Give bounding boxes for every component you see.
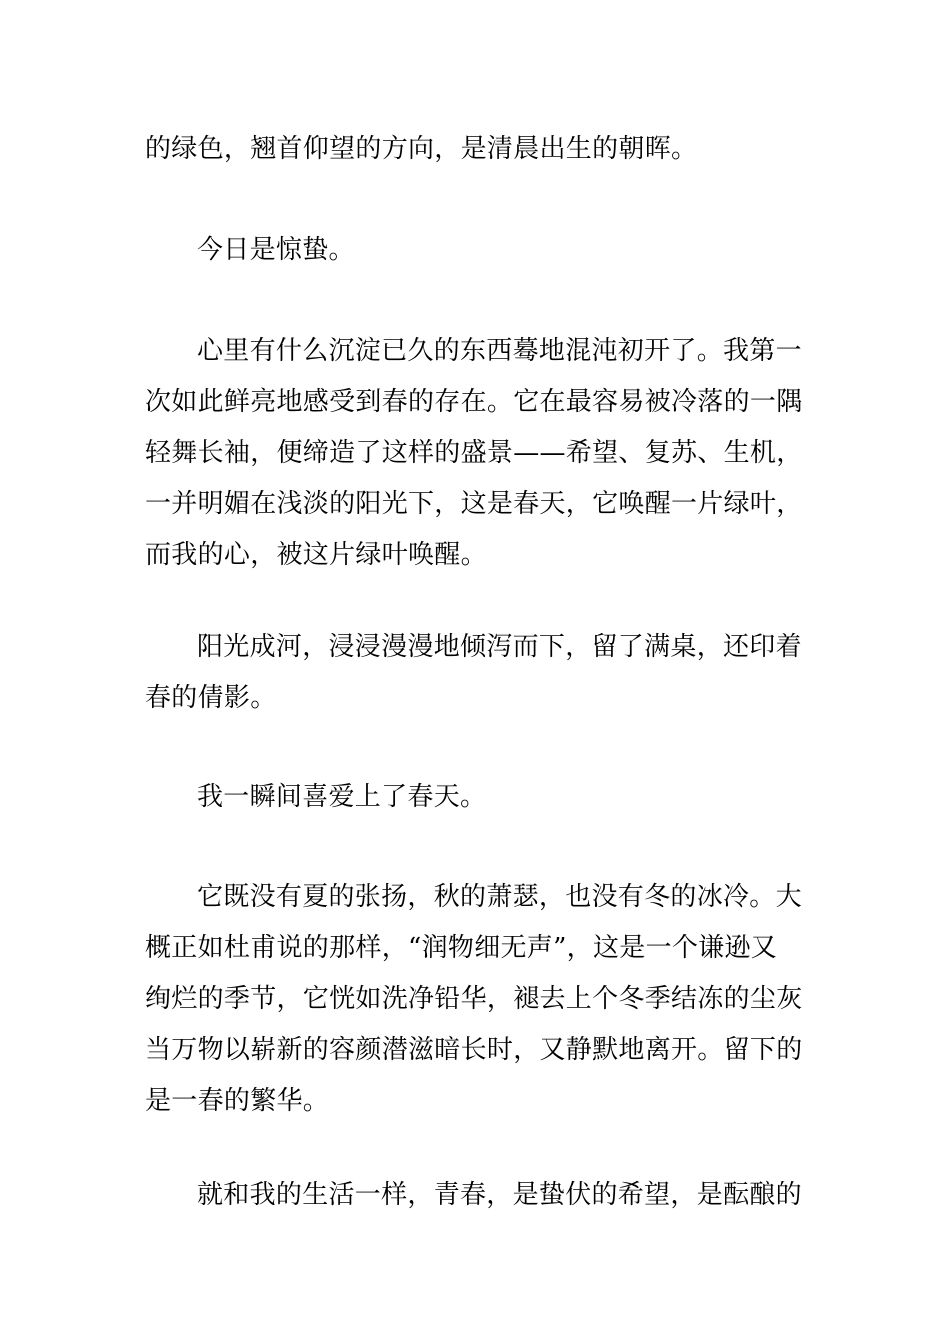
paragraph-4	[145, 622, 809, 724]
text-line: 就和我的生活一样，青春，是蛰伏的希望，是酝酿的	[197, 1180, 802, 1210]
text-line: 轻舞长袖，便缔造了这样的盛景——希望、复苏、生机，	[145, 438, 803, 468]
text-line: 是一春的繁华。	[145, 1086, 330, 1116]
text-line: 我一瞬间喜爱上了春天。	[197, 782, 487, 812]
paragraph-3	[145, 326, 809, 581]
paragraph-6	[145, 872, 809, 1127]
paragraph-7	[145, 1170, 809, 1221]
text-line: 它既没有夏的张扬，秋的萧瑟，也没有冬的冰冷。大	[197, 882, 802, 912]
text-line: 次如此鲜亮地感受到春的存在。它在最容易被冷落的一隅	[145, 387, 803, 417]
text-line: 概正如杜甫说的那样，“润物细无声”，这是一个谦逊又	[145, 933, 778, 963]
text-line: 一并明媚在浅淡的阳光下，这是春天，它唤醒一片绿叶，	[145, 489, 803, 519]
text-line: 而我的心，被这片绿叶唤醒。	[145, 540, 487, 570]
text-line: 的绿色，翘首仰望的方向，是清晨出生的朝晖。	[145, 134, 698, 164]
text-line: 春的倩影。	[145, 683, 277, 713]
paragraph-5	[145, 772, 809, 823]
text-line: 心里有什么沉淀已久的东西蓦地混沌初开了。我第一	[197, 336, 802, 366]
paragraph-2	[145, 225, 809, 276]
text-line: 当万物以崭新的容颜潜滋暗长时，又静默地离开。留下的	[145, 1035, 803, 1065]
paragraph-1	[145, 124, 809, 175]
text-line: 阳光成河，浸浸漫漫地倾泻而下，留了满桌，还印着	[197, 632, 802, 662]
text-line: 今日是惊蛰。	[197, 235, 355, 265]
text-line: 绚烂的季节，它恍如洗净铅华，褪去上个冬季结冻的尘灰	[145, 984, 803, 1014]
